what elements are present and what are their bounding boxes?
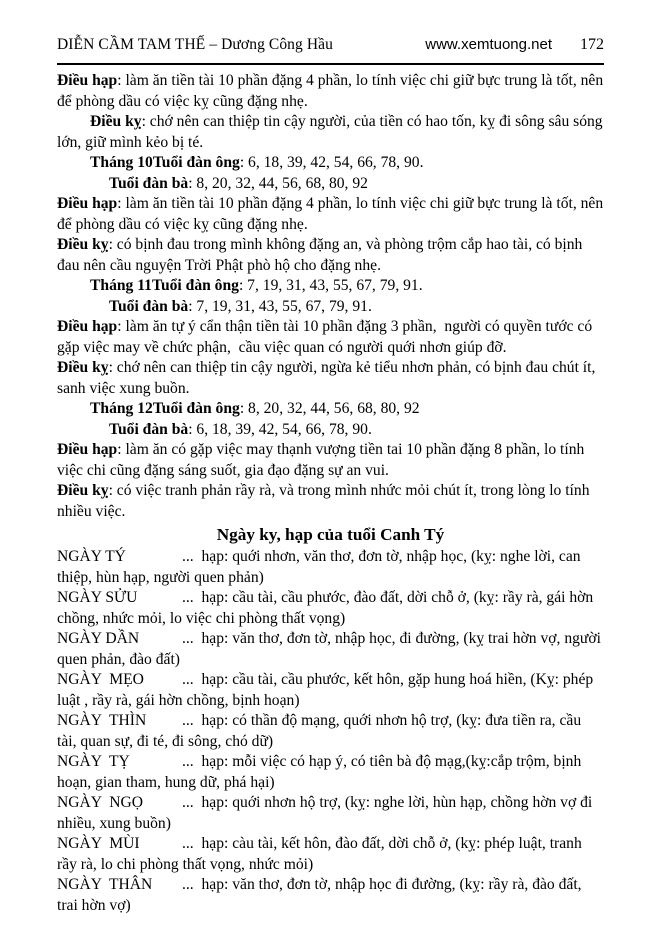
day-entry-ngo	[57, 793, 604, 834]
paragraph-dieu-hap-1	[57, 71, 608, 112]
paragraph-thang-11-women	[57, 297, 604, 318]
day-text: ... hạp: càu tài, kết hôn, đào đất, dời chỗ ở, (kỵ: phép luật, tranh rầy rà, lo chi phòng thất vọng, nhức mỏi)	[57, 835, 586, 873]
paragraph-lead: Tuổi đàn bà	[109, 420, 189, 438]
day-text: ... hạp: mỗi việc có hạp ý, có tiên bà độ mạg,(kỵ:cắp trộm, bịnh hoạn, gian tham, hung dữ, phá hại)	[57, 753, 586, 791]
paragraph-thang-12-women	[57, 420, 604, 441]
paragraph-dieu-ky-4	[57, 481, 604, 522]
day-text: ... hạp: cầu tài, cầu phước, đào đất, dời chỗ ở, (kỵ: rầy rà, gái hờn chồng, nhức mỏi, lo việc chi phòng thất vọng)	[57, 589, 598, 627]
day-name: NGÀY SỬU	[57, 589, 138, 606]
book-title: DIỄN CẦM TAM THẾ – Dương Công Hầu	[57, 36, 333, 53]
paragraph-lead: Điều hạp	[57, 441, 118, 458]
page-number: 172	[580, 36, 604, 53]
day-entry-tysnake	[57, 752, 604, 793]
day-name: NGÀY THÂN	[57, 876, 153, 893]
day-text: ... hạp: quới nhơn, văn thơ, đơn tờ, nhập học, (kỵ: nghe lời, can thiệp, hùn hạp, người quen phản)	[57, 548, 585, 586]
paragraph-dieu-ky-1	[57, 112, 607, 153]
section-heading: Ngày ky, hạp của tuổi Canh Tý	[216, 525, 445, 544]
paragraph-text: : chớ nên can thiệp tin cậy người, của tiền có hao tốn, kỵ đi sông sâu sóng lớn, giữ mình kẻo bị té.	[57, 113, 607, 151]
paragraph-text: : 8, 20, 32, 44, 56, 68, 80, 92	[239, 400, 420, 417]
paragraph-text: : làm ăn tiền tài 10 phần đặng 4 phần, lo tính việc chi giữ bực trung là tốt, nên để phòng dầu có việc kỵ cũng đặng nhẹ.	[57, 195, 608, 233]
paragraph-text: : làm ăn có gặp việc may thạnh vượng tiền tai 10 phần đặng 8 phần, lo tính việc chi cũng đặng sáng suốt, gia đạo đặng sự an vui.	[57, 441, 589, 479]
paragraph-text: : có bịnh đau trong mình không đặng an, và phòng trộm cắp hao tài, có bịnh đau nên cầu nguyện Trời Phật phò hộ cho đặng nhẹ.	[57, 236, 587, 274]
paragraph-thang-10-men	[57, 153, 604, 174]
day-entry-thin	[57, 711, 604, 752]
paragraph-text: : 6, 18, 39, 42, 54, 66, 78, 90.	[188, 420, 372, 438]
day-entry-meo	[57, 670, 604, 711]
day-entry-mui	[57, 834, 604, 875]
paragraph-lead: Tháng 10Tuổi đàn ông	[90, 154, 240, 171]
paragraph-text: : 6, 18, 39, 42, 54, 66, 78, 90.	[239, 154, 424, 171]
paragraph-lead: Điều kỵ	[57, 236, 109, 253]
paragraph-lead: Tuổi đàn bà	[109, 297, 189, 315]
paragraph-text: : có việc tranh phản rầy rà, và trong mình nhức mỏi chút ít, trong lòng lo tính nhiều việc.	[57, 482, 594, 520]
paragraph-lead: Tuổi đàn bà	[109, 174, 189, 192]
paragraph-lead: Tháng 12Tuổi đàn ông	[90, 400, 240, 417]
paragraph-thang-12-men	[57, 399, 604, 420]
paragraph-dieu-hap-3	[57, 317, 604, 358]
paragraph-lead: Điều kỵ	[57, 359, 109, 376]
paragraph-dieu-ky-2	[57, 235, 604, 276]
paragraph-dieu-hap-4	[57, 440, 604, 481]
paragraph-lead: Điều kỵ	[57, 482, 109, 499]
page-body	[57, 65, 608, 916]
paragraph-lead: Điều hạp	[57, 318, 118, 335]
paragraph-lead: Tháng 11Tuổi đàn ông	[90, 277, 239, 294]
day-name: NGÀY TỴ	[57, 753, 130, 770]
day-text: ... hạp: văn thơ, đơn tờ, nhập học, đi đường, (kỵ trai hờn vợ, người quen phản, đào đất)	[57, 630, 605, 668]
paragraph-text: : làm ăn tự ý cẩn thận tiền tài 10 phần đặng 3 phần, người có quyền tước có gặp việc may về chức phận, cầu việc quan có người quới nhơn giúp đỡ.	[57, 318, 597, 356]
paragraph-text: : chớ nên can thiệp tin cậy người, ngừa kẻ tiểu nhơn phản, có bịnh đau chút ít, sanh việc xung buồn.	[57, 359, 600, 397]
day-entry-ty	[57, 547, 604, 588]
paragraph-lead: Điều hạp	[57, 195, 118, 212]
day-text: ... hạp: cầu tài, cầu phước, kết hôn, gặp hung hoá hiền, (Kỵ: phép luật , rầy rà, gái hờn chồng, bịnh hoạn)	[57, 671, 598, 709]
day-name: NGÀY MẸO	[57, 671, 144, 688]
paragraph-text: : 7, 19, 31, 43, 55, 67, 79, 91.	[238, 277, 423, 294]
website-url: www.xemtuong.net	[425, 36, 552, 53]
paragraph-text: : 7, 19, 31, 43, 55, 67, 79, 91.	[188, 297, 372, 315]
day-text: ... hạp: quới nhơn hộ trợ, (kỵ: nghe lời, hùn hạp, chồng hờn vợ đi nhiều, xung buồn)	[57, 794, 597, 832]
paragraph-thang-11-men	[57, 276, 604, 297]
paragraph-thang-10-women	[57, 174, 604, 195]
day-text: ... hạp: văn thơ, đơn tờ, nhập học đi đường, (kỵ: rầy rà, đào đất, trai hờn vợ)	[57, 876, 586, 914]
paragraph-dieu-hap-2	[57, 194, 608, 235]
day-entry-dan	[57, 629, 604, 670]
paragraph-text: : 8, 20, 32, 44, 56, 68, 80, 92	[188, 174, 368, 192]
day-name: NGÀY MÙI	[57, 835, 140, 852]
day-name: NGÀY THÌN	[57, 712, 147, 729]
paragraph-dieu-ky-3	[57, 358, 604, 399]
paragraph-lead: Điều hạp	[57, 72, 118, 89]
day-entry-suu	[57, 588, 604, 629]
page-header	[57, 36, 604, 65]
header-right-group	[425, 36, 604, 54]
day-name: NGÀY TÝ	[57, 548, 126, 565]
day-text: ... hạp: có thần độ mạng, quới nhơn hộ trợ, (kỵ: đưa tiền ra, cầu tài, quan sự, đi té, đi sông, chó dữ)	[57, 712, 586, 750]
day-entry-than	[57, 875, 604, 916]
paragraph-text: : làm ăn tiền tài 10 phần đặng 4 phần, lo tính việc chi giữ bực trung là tốt, nên để phòng dầu có việc kỵ cũng đặng nhẹ.	[57, 72, 608, 110]
day-name: NGÀY NGỌ	[57, 794, 144, 811]
day-name: NGÀY DẦN	[57, 630, 140, 647]
paragraph-lead: Điều kỵ	[90, 113, 142, 130]
